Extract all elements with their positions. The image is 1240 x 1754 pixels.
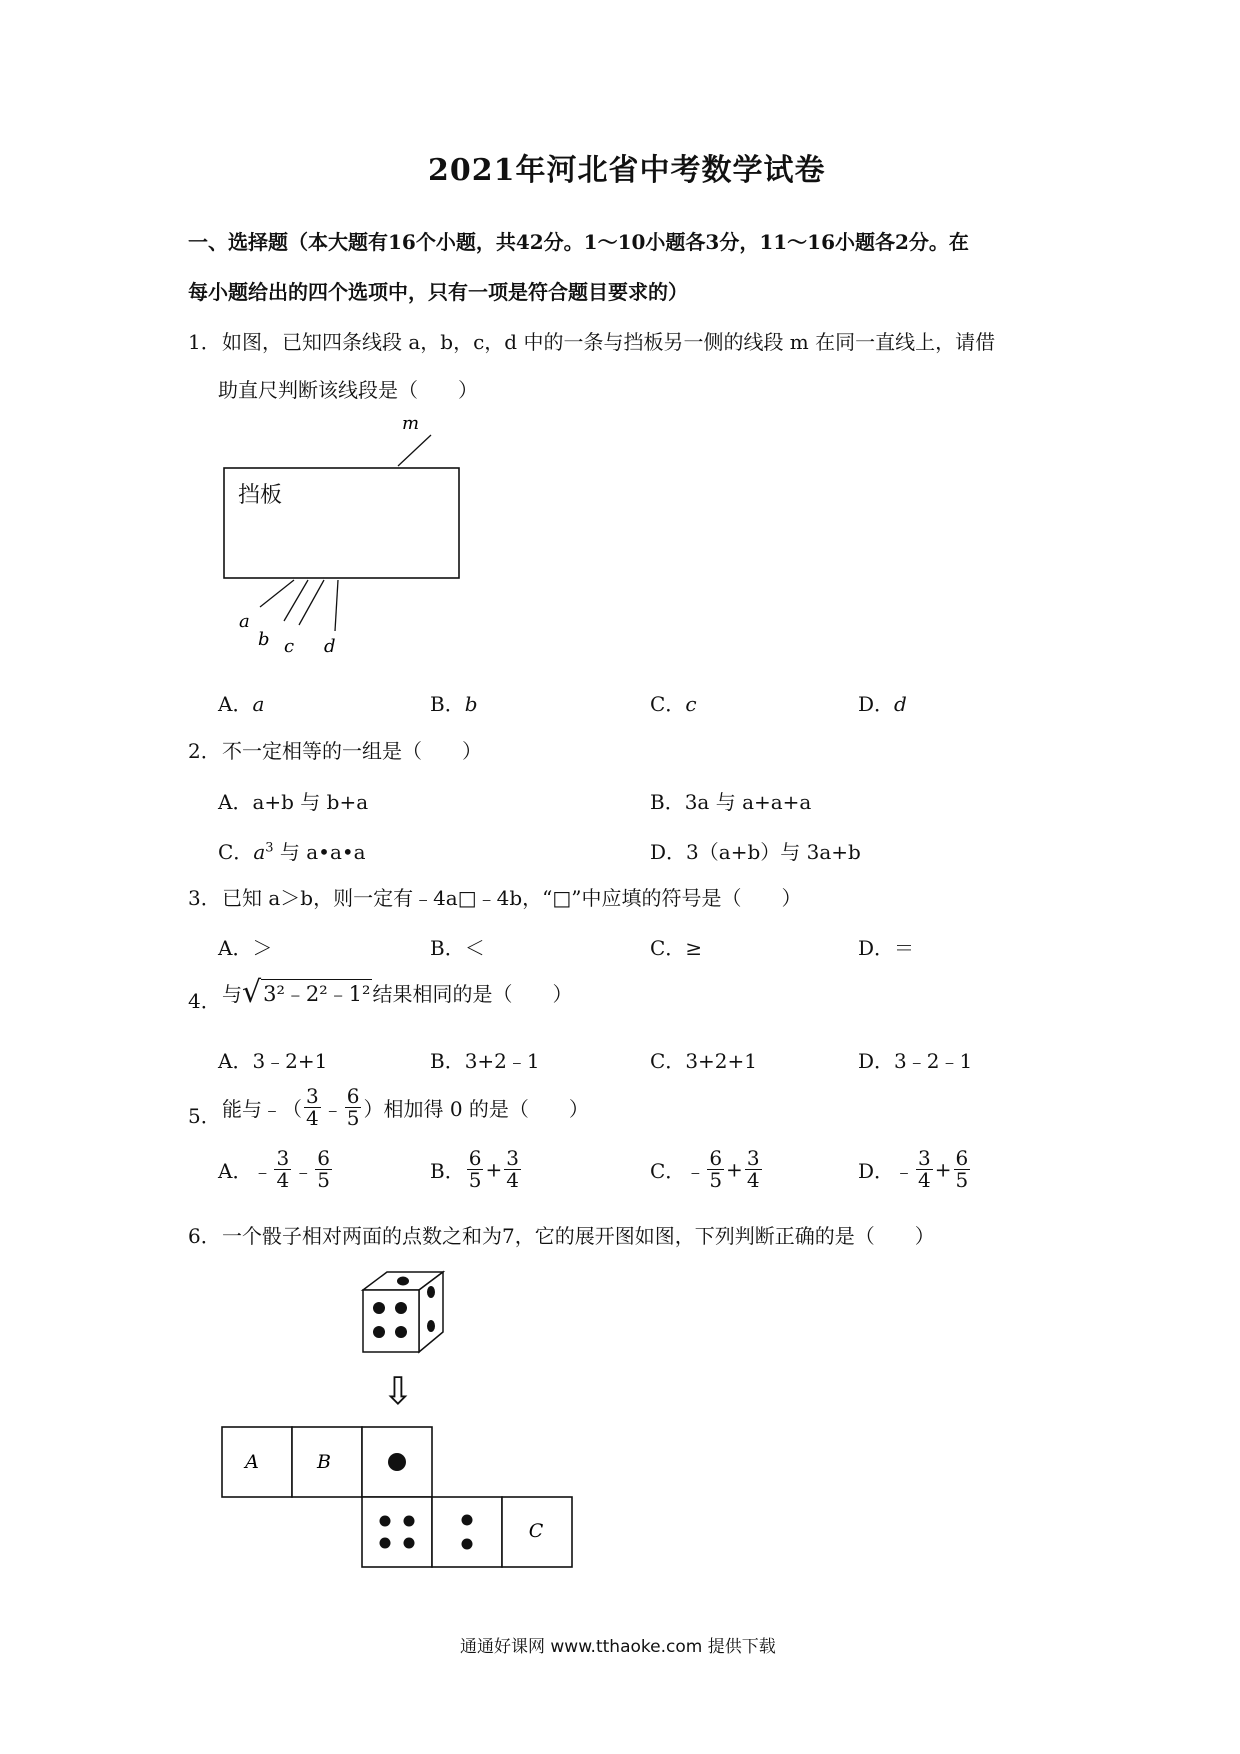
section-heading-line1: 一、选择题（本大题有16个小题，共42分。1～10小题各3分，11～16小题各2分。在 — [188, 230, 969, 254]
q1-line-c — [299, 580, 324, 625]
q6-die-front-pip — [373, 1326, 385, 1338]
q1-label-a: a — [239, 611, 250, 632]
q4-sqrt-symbol: √ — [242, 975, 262, 1010]
section-heading-line2: 每小题给出的四个选项中，只有一项是符合题目要求的） — [188, 280, 688, 304]
q2-option-c: C．$a^3$ 与 a•a•a — [218, 840, 366, 864]
q6-number: 6． — [188, 1224, 221, 1248]
q4-radicand: 3²﹣2²﹣1² — [261, 979, 372, 1006]
q2-option-a: A．a+b 与 b+a — [218, 790, 369, 814]
q1-line-d — [335, 580, 338, 631]
q6-die-figure — [355, 1268, 465, 1368]
q6-die-front-pip — [395, 1326, 407, 1338]
q6-net-pip — [404, 1538, 415, 1549]
q6-net-pip — [462, 1515, 473, 1526]
q4-option-a: A．3﹣2+1 — [218, 1049, 328, 1073]
q1-option-c: C．c — [650, 692, 697, 716]
q6-die-front-pip — [373, 1302, 385, 1314]
q1-label-m: m — [402, 415, 420, 434]
q3-option-b: B．＜ — [430, 936, 485, 960]
q6-die-right-pip — [427, 1320, 435, 1332]
q6-die-front-pip — [395, 1302, 407, 1314]
q5-stem: 能与﹣（ $\frac{3}{4}$ ﹣ $\frac{6}{5}$ ）相加得 0 的是（ ） — [222, 1084, 589, 1130]
q1-line-a — [260, 580, 294, 607]
q4-number: 4． — [188, 989, 221, 1013]
q1-option-d: D．d — [858, 692, 907, 716]
q6-net-pip — [380, 1538, 391, 1549]
q6-text: 一个骰子相对两面的点数之和为7，它的展开图如图，下列判断正确的是（ ） — [222, 1224, 935, 1248]
q2-text: 不一定相等的一组是（ ） — [222, 739, 482, 763]
q5-fraction-1: $\frac{3}{4}$ — [306, 1084, 319, 1130]
q1-label-d: d — [324, 636, 336, 657]
page-title: 2021年河北省中考数学试卷 — [428, 153, 826, 188]
q2-option-b: B．3a 与 a+a+a — [650, 790, 812, 814]
q6-net-pip — [388, 1453, 406, 1471]
q1-text-line2: 助直尺判断该线段是（ ） — [218, 378, 478, 402]
q6-net-cell-two — [432, 1497, 502, 1567]
q2-option-d: D．3（a+b）与 3a+b — [650, 840, 861, 864]
q3-option-d: D．＝ — [858, 936, 915, 960]
q6-net-label-c: C — [528, 1520, 544, 1542]
q6-die-top-pip — [397, 1277, 409, 1286]
q5-option-b: B． $\frac{6}{5}$ + $\frac{3}{4}$ — [430, 1146, 519, 1192]
q6-die-front — [363, 1290, 419, 1352]
q5-option-a: A．﹣ $\frac{3}{4}$ ﹣ $\frac{6}{5}$ — [218, 1146, 330, 1192]
q1-option-a: A．a — [218, 692, 265, 716]
q1-line-m — [398, 435, 431, 466]
q5-option-c: C．﹣ $\frac{6}{5}$ + $\frac{3}{4}$ — [650, 1146, 760, 1192]
q1-text-line1: 如图，已知四条线段 a，b，c，d 中的一条与挡板另一侧的线段 m 在同一直线上，请借 — [222, 330, 996, 354]
q3-option-c: C．≥ — [650, 936, 703, 960]
q6-down-arrow: ⇩ — [382, 1369, 414, 1413]
q6-net-pip — [404, 1516, 415, 1527]
q1-board-label: 挡板 — [238, 483, 283, 508]
q1-figure — [220, 415, 470, 665]
q1-label-b: b — [258, 629, 270, 650]
q6-net-cell-four — [362, 1497, 432, 1567]
q4-option-b: B．3+2﹣1 — [430, 1049, 540, 1073]
q5-fraction-2: $\frac{6}{5}$ — [346, 1084, 360, 1130]
q3-text: 已知 a＞b，则一定有﹣4a□﹣4b，“□”中应填的符号是（ ） — [222, 886, 802, 910]
q4-stem: 与√3²﹣2²﹣1² 结果相同的是（ ） — [222, 975, 573, 1010]
q3-option-a: A．＞ — [218, 936, 273, 960]
q1-option-b: B．b — [430, 692, 478, 716]
q4-option-c: C．3+2+1 — [650, 1049, 758, 1073]
q6-net-label-b: B — [317, 1451, 331, 1473]
q1-number: 1． — [188, 330, 221, 354]
q5-option-d: D．﹣ $\frac{3}{4}$ + $\frac{6}{5}$ — [858, 1146, 969, 1192]
q6-net-label-a: A — [245, 1451, 259, 1473]
q6-net-pip — [380, 1516, 391, 1527]
q3-number: 3． — [188, 886, 221, 910]
q6-die-right-pip — [427, 1286, 435, 1298]
q6-net-figure — [220, 1425, 580, 1570]
page-footer: 通通好课网 www.tthaoke.com 提供下载 — [460, 1637, 776, 1657]
q2-number: 2． — [188, 739, 221, 763]
q4-option-d: D．3﹣2﹣1 — [858, 1049, 973, 1073]
q1-label-c: c — [284, 636, 295, 657]
q5-number: 5． — [188, 1104, 221, 1128]
q6-net-pip — [462, 1539, 473, 1550]
